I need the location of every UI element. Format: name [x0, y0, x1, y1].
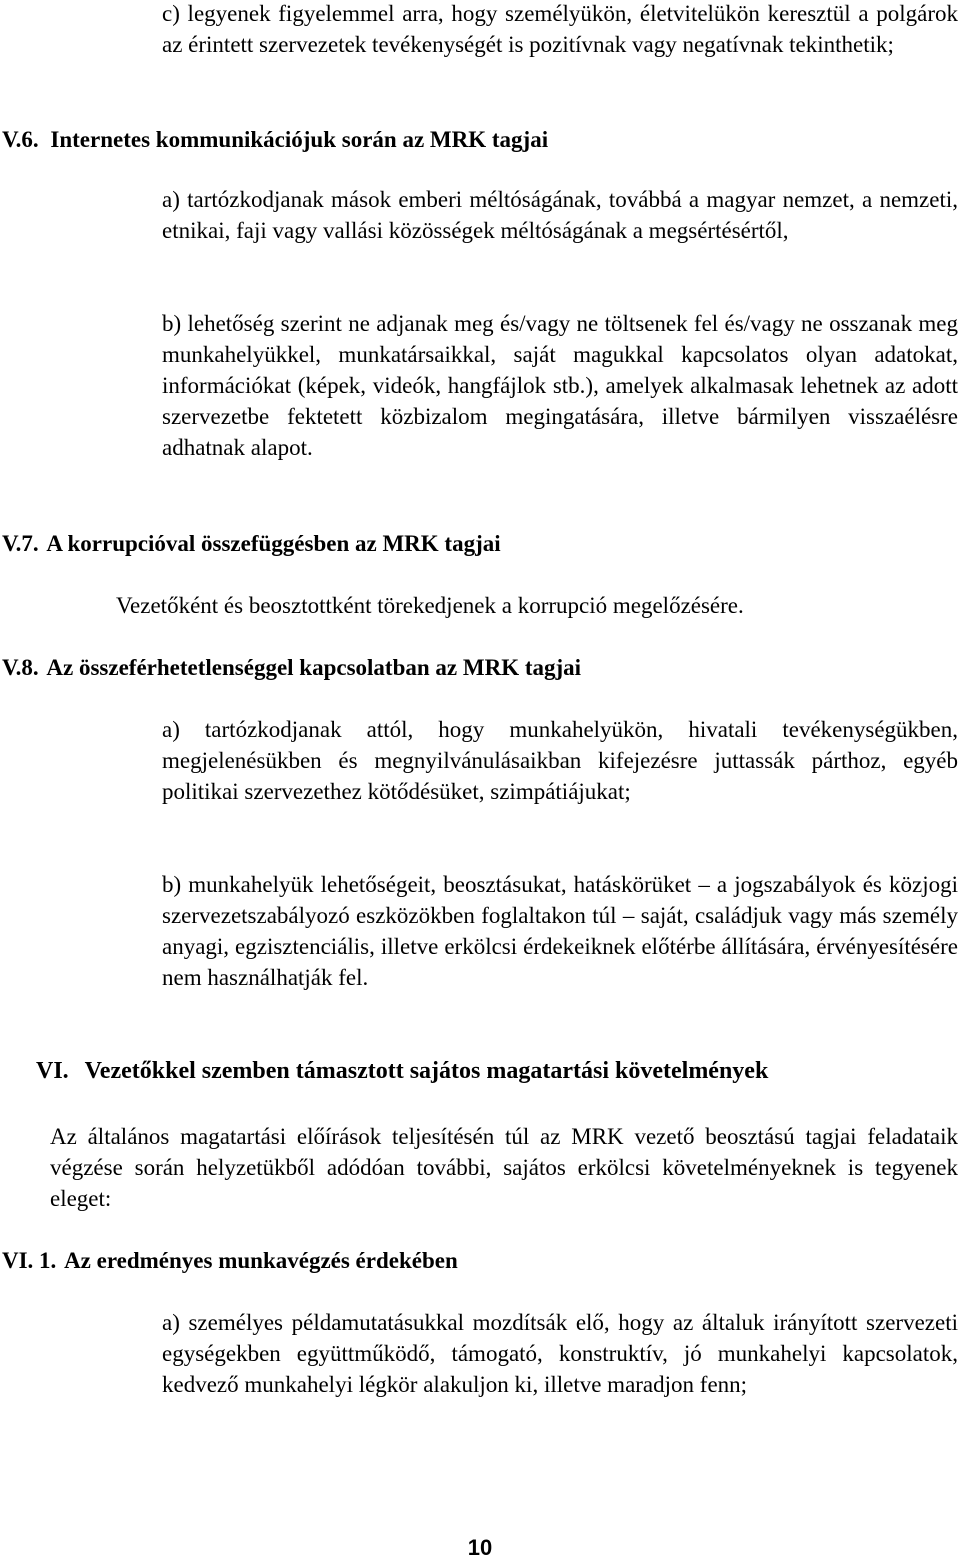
- vi-1-title: Az eredményes munkavégzés érdekében: [64, 1248, 458, 1273]
- vi-number: VI.: [36, 1058, 69, 1084]
- vi-intro: Az általános magatartási előírások teljesítésén túl az MRK vezető beosztású tagjai feladataik végzése során helyzetükből adódóan további, sajátos erkölcsi követelményeknek is tegyenek eleget:: [50, 1124, 958, 1211]
- v6-number: V.6.: [2, 127, 39, 152]
- v7-text: Vezetőként és beosztottként törekedjenek a korrupció megelőzésére.: [116, 593, 744, 618]
- v7-heading: [2, 528, 501, 559]
- v7-number: V.7.: [2, 531, 39, 556]
- v6-item-b: b) lehetőség szerint ne adjanak meg és/vagy ne töltsenek fel és/vagy ne osszanak meg munkahelyükkel, munkatársaikkal, saját magukkal kapcsolatos olyan adatokat, információkat (képek, videók, hangfájlok stb.), amelyek alkalmasak lehetnek az adott szervezetbe fektetett közbizalom megingatására, illetve bármilyen visszaélésre adhatnak alapot.: [162, 311, 958, 460]
- vi-1-item-a: a) személyes példamutatásukkal mozdítsák elő, hogy az általuk irányított szervezeti egységekben együttműködő, támogató, konstruktív, jó munkahelyi kapcsolatok, kedvező munkahelyi légkör alakuljon ki, illetve maradjon fenn;: [162, 1310, 958, 1397]
- page-number: 10: [467, 1535, 493, 1560]
- v8-heading: [2, 652, 581, 683]
- vi-heading: [36, 1056, 768, 1087]
- v8-number: V.8.: [2, 655, 39, 680]
- v8-title: Az összeférhetetlenséggel kapcsolatban az MRK tagjai: [46, 655, 582, 680]
- v8-item-b: b) munkahelyük lehetőségeit, beosztásukat, hatáskörüket – a jogszabályok és közjogi szervezetszabályozó eszközökben foglaltakon túl – saját, családjuk vagy más személy anyagi, egzisztenciális, illetve erkölcsi érdekeiknek előtérbe állítására, érvényesítésére nem használhatják fel.: [162, 872, 958, 990]
- vi-title: Vezetőkkel szemben támasztott sajátos magatartási követelmények: [84, 1058, 769, 1084]
- v8-item-a: a) tartózkodjanak attól, hogy munkahelyükön, hivatali tevékenységükben, megjelenésükben és megnyilvánulásaikban kifejezésre juttassák párthoz, egyéb politikai szervezethez kötődésüket, szimpátiájukat;: [162, 717, 958, 804]
- v7-title: A korrupcióval összefüggésben az MRK tagjai: [46, 531, 501, 556]
- vi-1-number: VI. 1.: [2, 1248, 57, 1273]
- v6-title: Internetes kommunikációjuk során az MRK tagjai: [50, 127, 549, 152]
- v6-item-a: a) tartózkodjanak mások emberi méltóságának, továbbá a magyar nemzet, a nemzeti, etnikai, faji vagy vallási közösségek méltóságának a megsértésértől,: [162, 187, 958, 243]
- vi-1-heading: [2, 1245, 458, 1276]
- v6-heading: [2, 124, 548, 155]
- v5-item-c: c) legyenek figyelemmel arra, hogy személyükön, életvitelükön keresztül a polgárok az érintett szervezetek tevékenységét is pozitívnak vagy negatívnak tekinthetik;: [162, 1, 958, 57]
